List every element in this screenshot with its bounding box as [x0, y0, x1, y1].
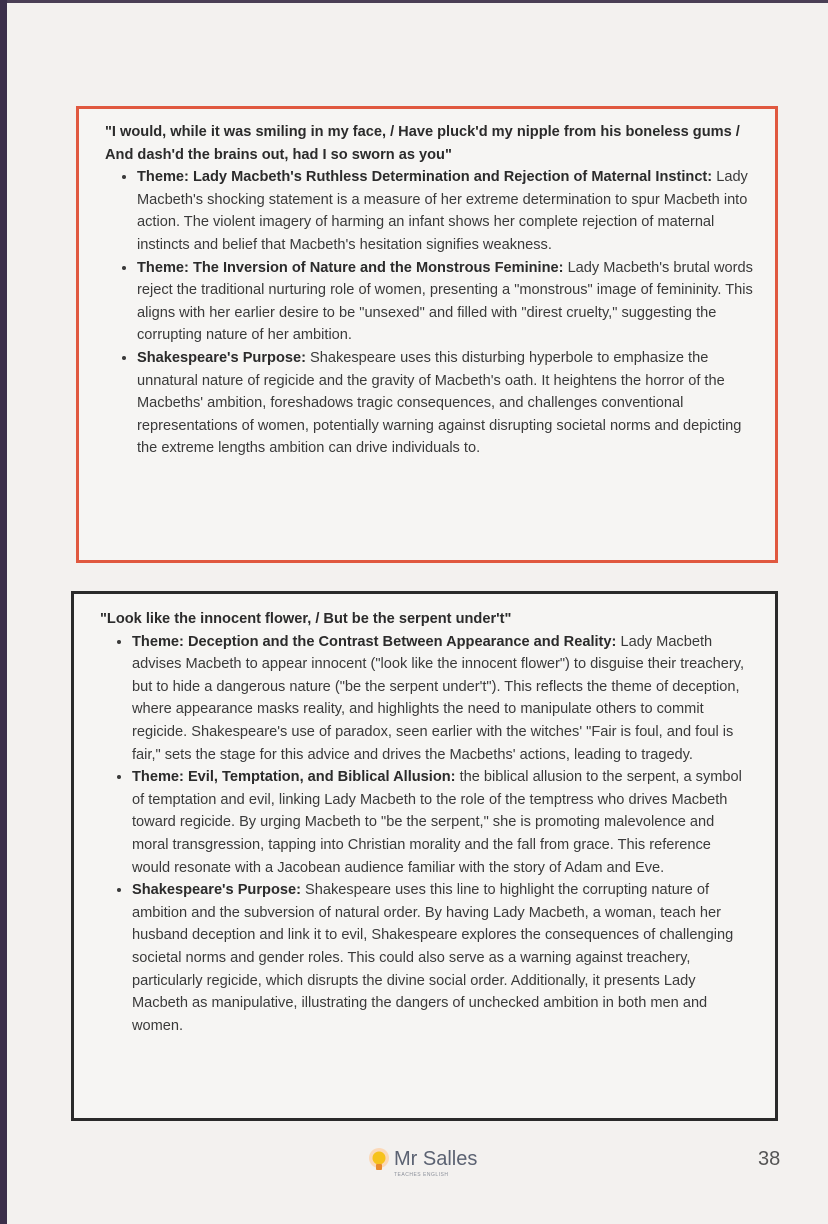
quote-box-2: [71, 591, 778, 1121]
lightbulb-icon: [368, 1148, 390, 1174]
page-left-edge: [0, 0, 7, 1224]
point-heading: Theme: The Inversion of Nature and the Monstrous Feminine:: [137, 259, 564, 276]
analysis-list: [100, 631, 753, 1038]
list-item: [137, 257, 753, 347]
point-text: Shakespeare uses this line to highlight the corrupting nature of ambition and the subversion of natural order. By having Lady Macbeth, a woman, teach her husband deception and link it to evil, Shakespeare explores the consequences of challenging societal norms and gender roles. This could also serve as a warning against treachery, particularly regicide, which disrupts the divine social order. Additionally, it presents Lady Macbeth as manipulative, illustrating the dangers of unchecked ambition in both men and women.: [132, 882, 734, 1034]
point-text: Shakespeare uses this disturbing hyperbole to emphasize the unnatural nature of regicide and the gravity of Macbeth's oath. It heightens the horror of the Macbeths' ambition, foreshadows tragic consequences, and challenges conventional representations of women, potentially warning against disrupting societal norms and depicting the extreme lengths ambition can drive individuals to.: [137, 349, 742, 457]
page-number: 38: [758, 1148, 781, 1170]
point-heading: Shakespeare's Purpose:: [132, 882, 301, 899]
list-item: [132, 766, 753, 879]
point-heading: Theme: Lady Macbeth's Ruthless Determination and Rejection of Maternal Instinct:: [137, 169, 713, 186]
brand-tagline: TEACHES ENGLISH: [394, 1172, 449, 1178]
quote-box-1: [76, 106, 778, 563]
quote-text: "Look like the innocent flower, / But be the serpent under't": [100, 611, 512, 627]
list-item: [132, 879, 753, 1037]
page-top-edge: [0, 0, 828, 3]
analysis-list: [105, 166, 753, 460]
point-heading: Theme: Evil, Temptation, and Biblical Allusion:: [132, 769, 456, 786]
quote-text: "I would, while it was smiling in my face, / Have pluck'd my nipple from his boneless gums / And dash'd the brains out, had I so sworn as you": [105, 124, 740, 163]
footer-logo: [368, 1148, 477, 1178]
point-text: Lady Macbeth's shocking statement is a measure of her extreme determination to spur Macbeth into action. The violent imagery of harming an infant shows her complete rejection of maternal instincts and belief that Macbeth's hesitation signifies weakness.: [137, 169, 748, 253]
list-item: [137, 166, 753, 256]
point-heading: Shakespeare's Purpose:: [137, 349, 306, 366]
point-text: the biblical allusion to the serpent, a symbol of temptation and evil, linking Lady Macbeth to the role of the temptress who drives Macbeth toward regicide. By urging Macbeth to "be the serpent," she is promoting malevolence and moral transgression, tapping into Christian morality and the fall from grace. This reference would resonate with a Jacobean audience familiar with the story of Adam and Eve.: [132, 769, 742, 876]
brand-name: Mr Salles: [394, 1148, 478, 1170]
point-text: Lady Macbeth's brutal words reject the traditional nurturing role of women, presenting a "monstrous" image of femininity. This aligns with her earlier desire to be "unsexed" and filled with "direst cruelty," suggesting the corrupting nature of her ambition.: [137, 259, 753, 344]
point-text: Lady Macbeth advises Macbeth to appear innocent ("look like the innocent flower") to disguise their treachery, but to hide a dangerous nature ("be the serpent under't"). This reflects the theme of deception, where appearance masks reality, and highlights the need to manipulate others to commit regicide. Shakespeare's use of paradox, seen earlier with the witches' "Fair is foul, and foul is fair," sets the stage for this advice and drives the Macbeths' actions, leading to tragedy.: [132, 633, 745, 763]
point-heading: Theme: Deception and the Contrast Between Appearance and Reality:: [132, 633, 617, 650]
list-item: [137, 347, 753, 460]
list-item: [132, 631, 753, 767]
